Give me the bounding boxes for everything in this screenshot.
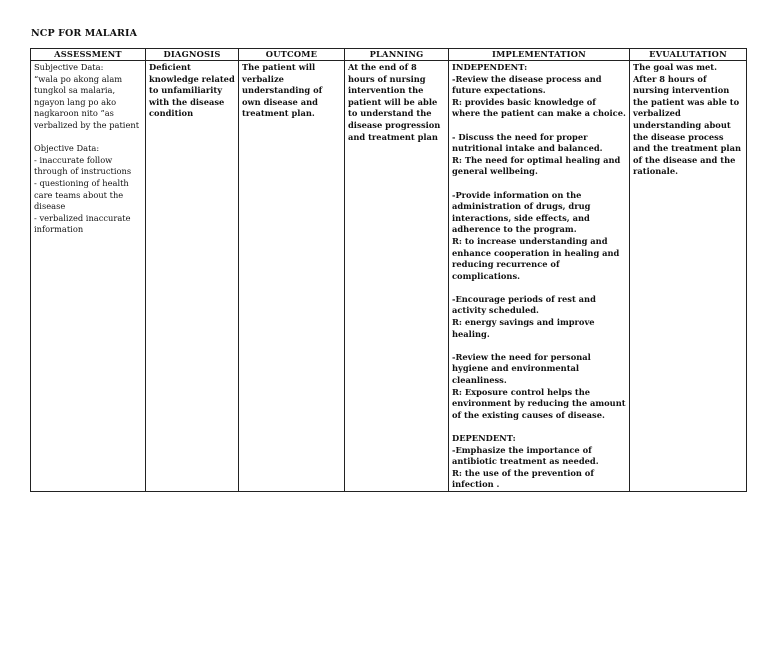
objective-item: - inaccurate follow through of instructions [34, 154, 132, 177]
dependent-label: DEPENDENT: [452, 433, 516, 443]
planning-text: At the end of 8 hours of nursing intervention the patient will be able to understand the disease progression and treatment plan [348, 62, 441, 142]
evaluation-text: The goal was met. After 8 hours of nursing intervention the patient was able to verbalized understanding about the disease process and the treatment plan of the disease and the rationale. [633, 62, 741, 177]
implementation-action: - Discuss the need for proper nutritional intake and balanced. [452, 131, 603, 154]
implementation-rationale: R: Exposure control helps the environment by reducing the amount of the existing causes of disease. [452, 386, 626, 420]
outcome-cell [239, 61, 345, 492]
planning-cell [345, 61, 449, 492]
implementation-rationale: R: The need for optimal healing and general wellbeing. [452, 154, 621, 177]
header-evaluation: EVUALUTATION [630, 49, 747, 61]
implementation-cell [449, 61, 630, 492]
implementation-action: -Emphasize the importance of antibiotic treatment as needed. [452, 444, 599, 467]
implementation-rationale: R: provides basic knowledge of where the patient can make a choice. [452, 96, 626, 119]
table-row [31, 61, 747, 492]
table-header-row [31, 49, 747, 61]
implementation-rationale: R: energy savings and improve healing. [452, 317, 595, 339]
diagnosis-text: Deficient knowledge related to unfamiliarity with the disease condition [149, 62, 235, 119]
header-planning: PLANNING [345, 49, 449, 61]
implementation-action: -Review the need for personal hygiene and environmental cleanliness. [452, 351, 591, 386]
header-diagnosis: DIAGNOSIS [146, 49, 239, 61]
page-title: NCP FOR MALARIA [31, 28, 138, 39]
implementation-action: -Encourage periods of rest and activity scheduled. [452, 293, 596, 316]
implementation-rationale: R: to increase understanding and enhance cooperation in healing and reducing recurrence of complications. [452, 235, 620, 281]
assessment-cell [31, 61, 146, 492]
objective-item: - questioning of health care teams about the disease [34, 177, 129, 212]
implementation-rationale: R: the use of the prevention of infection . [452, 467, 594, 490]
evaluation-cell [630, 61, 747, 492]
header-assessment: ASSESSMENT [31, 49, 146, 61]
objective-item: - verbalized inaccurate information [34, 212, 131, 235]
ncp-table [30, 48, 747, 492]
header-implementation: IMPLEMENTATION [449, 49, 630, 61]
subjective-text: “wala po akong alam tungkol sa malaria, ngayon lang po ako nagkaroon nito ”as verbalized by the patient [34, 73, 140, 130]
outcome-text: The patient will verbalize understanding of own disease and treatment plan. [242, 62, 323, 119]
implementation-action: -Provide information on the administration of drugs, drug interactions, side effects, and adherence to the program. [452, 189, 591, 235]
header-outcome: OUTCOME [239, 49, 345, 61]
objective-label: Objective Data: [34, 143, 100, 154]
independent-label: INDEPENDENT: [452, 62, 528, 72]
implementation-action: -Review the disease process and future expectations. [452, 73, 602, 96]
subjective-label: Subjective Data: [34, 62, 104, 72]
diagnosis-cell [146, 61, 239, 492]
